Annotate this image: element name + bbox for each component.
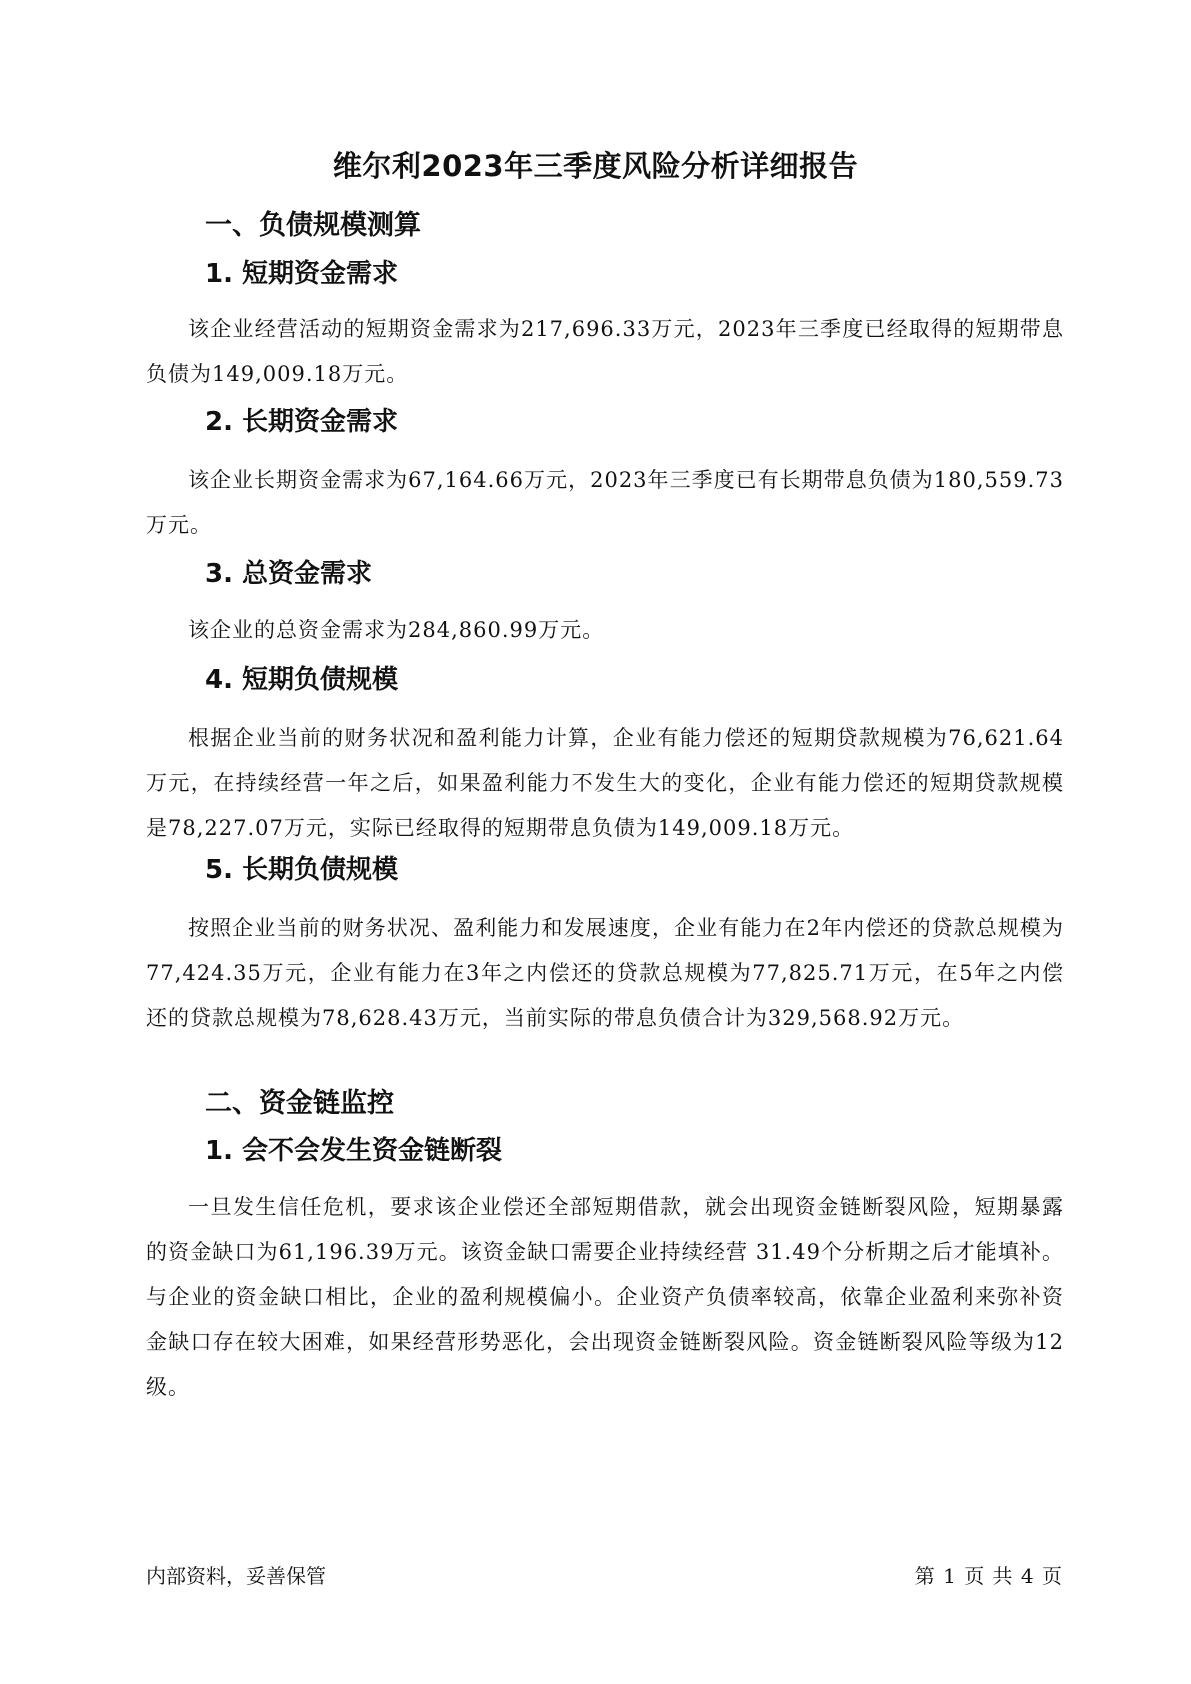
section-heading-debt-scale: 一、负债规模测算 xyxy=(205,210,421,241)
subheading-cash-chain-break: 1. 会不会发生资金链断裂 xyxy=(205,1136,503,1166)
section-heading-cash-chain: 二、资金链监控 xyxy=(205,1088,394,1119)
paragraph-long-term-debt: 按照企业当前的财务状况、盈利能力和发展速度，企业有能力在2年内偿还的贷款总规模为77,424.35万元，企业有能力在3年之内偿还的贷款总规模为77,825.71万元，在5年之内偿还的贷款总规模为78,628.43万元，当前实际的带息负债合计为329,568.92万元。 xyxy=(146,916,1064,1030)
paragraph-cash-chain-break: 一旦发生信任危机，要求该企业偿还全部短期借款，就会出现资金链断裂风险，短期暴露的资金缺口为61,196.39万元。该资金缺口需要企业持续经营 31.49个分析期之后才能填补。与企业的资金缺口相比，企业的盈利规模偏小。企业资产负债率较高，依靠企业盈利来弥补资金缺口存在较大困难，如果经营形势恶化，会出现资金链断裂风险。资金链断裂风险等级为12级。 xyxy=(146,1195,1064,1399)
document-title: 维尔利2023年三季度风险分析详细报告 xyxy=(332,149,859,183)
footer-confidential-note: 内部资料，妥善保管 xyxy=(146,1564,326,1588)
paragraph-total-funding: 该企业的总资金需求为284,860.99万元。 xyxy=(188,618,605,642)
subheading-total-funding: 3. 总资金需求 xyxy=(205,559,373,589)
footer-page-number: 第 1 页 共 4 页 xyxy=(914,1564,1063,1588)
subheading-short-term-funding: 1. 短期资金需求 xyxy=(205,259,399,289)
paragraph-short-term-debt: 根据企业当前的财务状况和盈利能力计算，企业有能力偿还的短期贷款规模为76,621.64万元，在持续经营一年之后，如果盈利能力不发生大的变化，企业有能力偿还的短期贷款规模是78,227.07万元，实际已经取得的短期带息负债为149,009.18万元。 xyxy=(146,726,1064,840)
subheading-long-term-funding: 2. 长期资金需求 xyxy=(205,407,399,437)
paragraph-long-term-funding: 该企业长期资金需求为67,164.66万元，2023年三季度已有长期带息负债为180,559.73万元。 xyxy=(146,468,1064,537)
subheading-long-term-debt: 5. 长期负债规模 xyxy=(205,855,399,885)
subheading-short-term-debt: 4. 短期负债规模 xyxy=(205,665,399,695)
paragraph-short-term-funding: 该企业经营活动的短期资金需求为217,696.33万元，2023年三季度已经取得的短期带息负债为149,009.18万元。 xyxy=(146,317,1064,386)
